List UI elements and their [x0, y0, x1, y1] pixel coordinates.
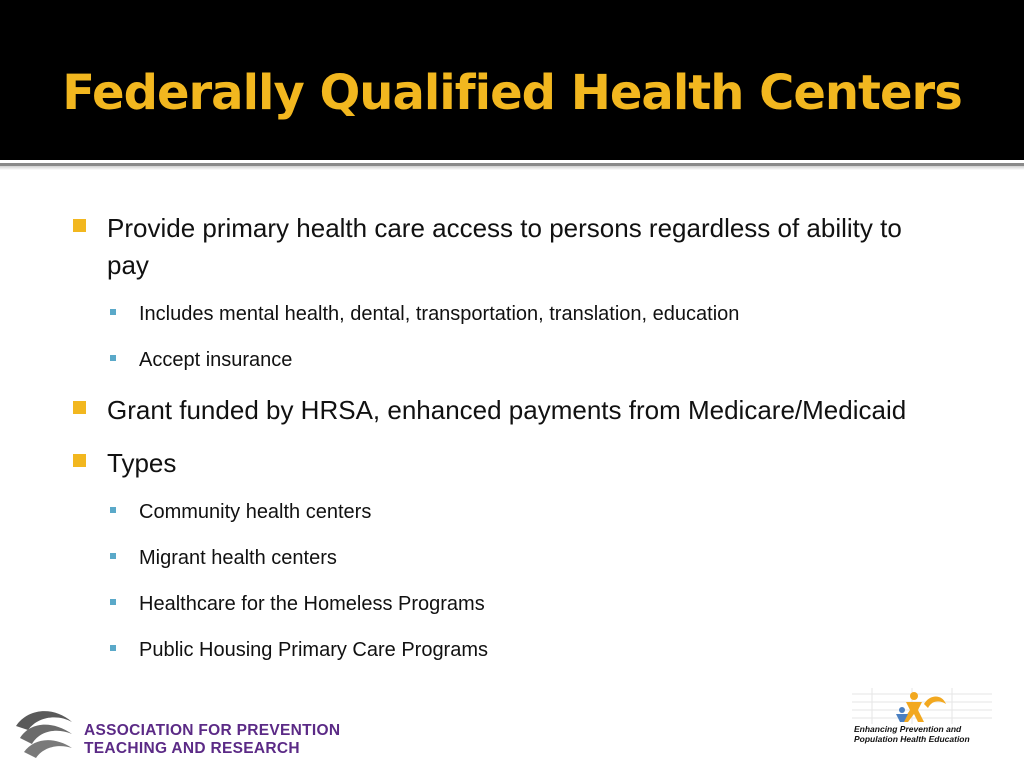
sub-bullet-text: Community health centers [139, 501, 372, 523]
sub-bullet-text: Public Housing Primary Care Programs [139, 639, 489, 661]
figures-logo-icon [852, 688, 992, 724]
bullet-item [0, 210, 1024, 284]
slide-title: Federally Qualified Health Centers [62, 65, 962, 121]
bullet-text: Grant funded by HRSA, enhanced payments from Medicare/Medicaid [107, 395, 907, 425]
small-square-bullet-icon [110, 599, 116, 605]
sub-bullet-item [0, 544, 1024, 572]
bullet-list [0, 210, 1024, 682]
bullet-text: Provide primary health care access to persons regardless of ability to pay [107, 213, 902, 280]
sub-bullet-item [0, 636, 1024, 664]
sub-bullet-item [0, 590, 1024, 618]
prevention-name-line2: Population Health Education [854, 734, 970, 744]
square-bullet-icon [73, 454, 86, 467]
aptr-name [84, 722, 340, 758]
small-square-bullet-icon [110, 507, 116, 513]
aptr-logo [14, 704, 354, 760]
prevention-name-line1: Enhancing Prevention and [854, 724, 962, 734]
sub-bullet-item [0, 498, 1024, 526]
small-square-bullet-icon [110, 309, 116, 315]
prevention-education-name [854, 724, 994, 744]
square-bullet-icon [73, 401, 86, 414]
sub-bullet-text: Healthcare for the Homeless Programs [139, 593, 485, 615]
square-bullet-icon [73, 219, 86, 232]
aptr-name-line2: TEACHING AND RESEARCH [84, 740, 300, 757]
header-divider [0, 160, 1024, 170]
sub-bullet-item [0, 300, 1024, 328]
sub-bullet-text: Migrant health centers [139, 547, 337, 569]
slide-header [0, 0, 1024, 160]
prevention-education-logo [852, 688, 992, 756]
sub-bullet-item [0, 346, 1024, 374]
wave-logo-icon [14, 704, 76, 760]
small-square-bullet-icon [110, 355, 116, 361]
bullet-text: Types [107, 448, 177, 478]
small-square-bullet-icon [110, 645, 116, 651]
aptr-name-line1: ASSOCIATION FOR PREVENTION [84, 722, 341, 739]
sub-bullet-text: Includes mental health, dental, transportation, translation, education [139, 303, 740, 325]
small-square-bullet-icon [110, 553, 116, 559]
bullet-item [0, 445, 1024, 482]
sub-bullet-text: Accept insurance [139, 349, 293, 371]
bullet-item [0, 392, 1024, 429]
